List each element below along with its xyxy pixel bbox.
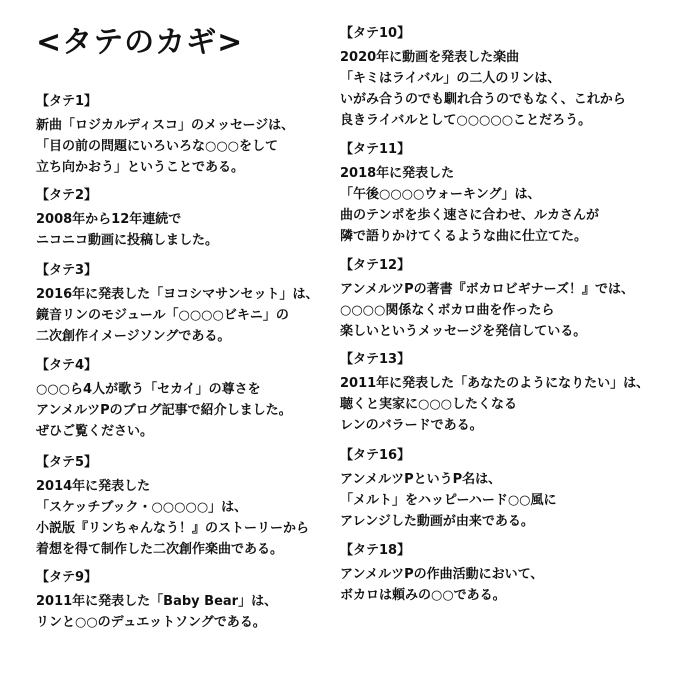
clue-tate-13 <box>340 352 649 436</box>
clue-label: 【タテ16】 <box>340 448 411 463</box>
clue-tate-1 <box>36 94 294 178</box>
clue-text-line: 「スケッチブック・○○○○○」は、 <box>36 500 248 515</box>
clue-text-line: 2008年から12年連続で <box>36 212 182 227</box>
clue-text-line: 2018年に発表した <box>340 166 455 181</box>
clue-text-line: 2011年に発表した「あなたのようになりたい」は、 <box>340 376 650 391</box>
clue-tate-10 <box>340 26 626 131</box>
clue-text-line: 2016年に発表した「ヨコシマサンセット」は、 <box>36 287 319 302</box>
clue-text-line: いがみ合うのでも馴れ合うのでもなく、これから <box>340 92 626 107</box>
clue-text-line: 鏡音リンのモジュール「○○○○ビキニ」の <box>36 308 289 323</box>
clue-text-line: アンメルツPの著書『ボカロビギナーズ！』では、 <box>340 282 634 297</box>
clue-text-line: 聴くと実家に○○○したくなる <box>340 397 518 412</box>
clue-text-line: 2014年に発表した <box>36 479 151 494</box>
clue-text-line: ニコニコ動画に投稿しました。 <box>36 233 219 248</box>
clue-text-line: アンメルツPというP名は、 <box>340 472 502 487</box>
clue-text-line: 二次創作イメージソングである。 <box>36 329 231 344</box>
clue-label: 【タテ10】 <box>340 26 411 41</box>
clue-text-line: ○○○○関係なくボカロ曲を作ったら <box>340 303 555 318</box>
clue-text-line: レンのバラードである。 <box>340 418 483 433</box>
clue-text-line: 2020年に動画を発表した楽曲 <box>340 50 520 65</box>
clue-label: 【タテ11】 <box>340 142 411 157</box>
clue-label: 【タテ5】 <box>36 455 98 470</box>
clue-label: 【タテ13】 <box>340 352 411 367</box>
clue-tate-11 <box>340 142 599 247</box>
clue-text-line: アレンジした動画が由来である。 <box>340 514 534 529</box>
clue-text-line: リンと○○のデュエットソングである。 <box>36 615 266 630</box>
clue-text-line: 「目の前の問題にいろいろな○○○をして <box>36 139 279 154</box>
clue-label: 【タテ18】 <box>340 543 411 558</box>
clue-text-line: 楽しいというメッセージを発信している。 <box>340 324 587 339</box>
clue-text-line: 曲のテンポを歩く速さに合わせ、ルカさんが <box>340 208 599 223</box>
clue-text-line: 着想を得て制作した二次創作楽曲である。 <box>36 542 284 557</box>
clue-text-line: アンメルツPの作曲活動において、 <box>340 567 544 582</box>
clue-text-line: 「キミはライバル」の二人のリンは、 <box>340 71 561 86</box>
clue-text-line: アンメルツPのブログ記事で紹介しました。 <box>36 403 292 418</box>
clue-text-line: ○○○ら4人が歌う「セカイ」の尊さを <box>36 382 261 397</box>
clue-text-line: 「メルト」をハッピーハード○○風に <box>340 493 557 508</box>
clue-text-line: 小説版『リンちゃんなう！』のストーリーから <box>36 521 310 536</box>
clue-tate-12 <box>340 258 634 342</box>
clue-label: 【タテ3】 <box>36 263 98 278</box>
clue-text-line: 新曲「ロジカルディスコ」のメッセージは、 <box>36 118 295 133</box>
clue-text-line: ボカロは頼みの○○である。 <box>340 588 506 603</box>
clue-tate-16 <box>340 448 557 532</box>
clue-text-line: 2011年に発表した「Baby Bear」は、 <box>36 594 278 609</box>
clue-text-line: 「午後○○○○ウォーキング」は、 <box>340 187 541 202</box>
clue-label: 【タテ12】 <box>340 258 411 273</box>
clue-label: 【タテ1】 <box>36 94 98 109</box>
clue-tate-18 <box>340 543 543 606</box>
clue-text-line: 隣で語りかけてくるような曲に仕立てた。 <box>340 229 588 244</box>
clue-tate-3 <box>36 263 319 347</box>
clue-label: 【タテ4】 <box>36 358 98 373</box>
clue-label: 【タテ9】 <box>36 570 98 585</box>
clue-text-line: ぜひご覧ください。 <box>36 424 154 439</box>
page-title: <タテのカギ> <box>36 25 244 60</box>
clue-tate-4 <box>36 358 292 442</box>
clue-text-line: 良きライバルとして○○○○○ことだろう。 <box>340 113 592 128</box>
clue-tate-9 <box>36 570 277 633</box>
clue-label: 【タテ2】 <box>36 188 98 203</box>
clue-tate-2 <box>36 188 218 251</box>
clue-tate-5 <box>36 455 309 560</box>
clue-text-line: 立ち向かおう」ということである。 <box>36 160 245 175</box>
